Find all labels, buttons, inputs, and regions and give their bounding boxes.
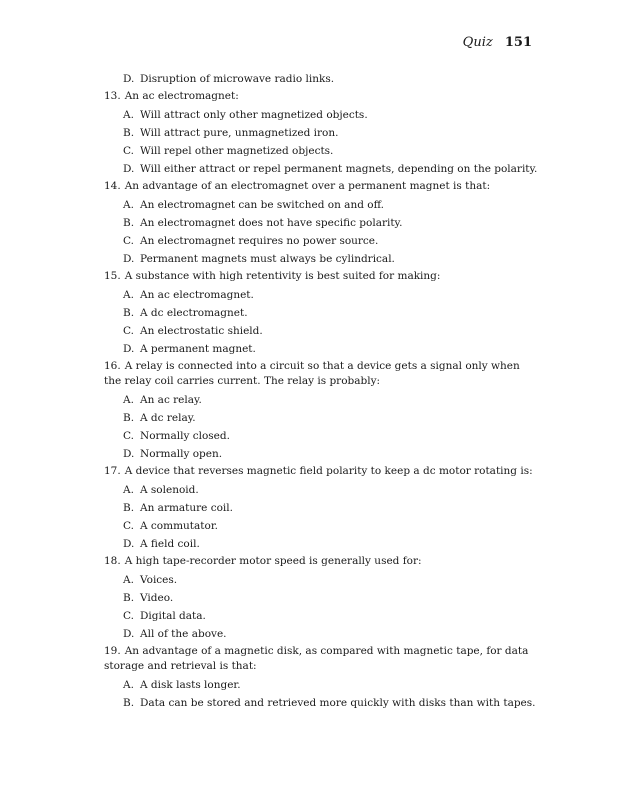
option-d xyxy=(104,340,534,358)
question-text: A relay is connected into a circuit so that a device gets a signal only when the relay coil carries current. The relay is probably: xyxy=(104,360,520,387)
question-17 xyxy=(104,463,534,553)
carryover-option xyxy=(104,70,534,88)
option-text: Normally open. xyxy=(140,448,223,460)
option-text: A permanent magnet. xyxy=(140,343,256,355)
question-stem xyxy=(104,178,534,196)
option-d xyxy=(104,625,534,643)
option-text: A dc relay. xyxy=(140,412,196,424)
option-letter: D. xyxy=(123,538,135,550)
option-text: An electromagnet can be switched on and off. xyxy=(140,199,385,211)
option-text: An ac electromagnet. xyxy=(140,289,254,301)
option-letter: D. xyxy=(123,73,135,85)
option-letter: A. xyxy=(123,199,134,211)
option-c xyxy=(104,607,534,625)
option-letter: A. xyxy=(123,289,134,301)
option-letter: A. xyxy=(123,679,134,691)
option-letter: B. xyxy=(123,697,135,709)
option-letter: C. xyxy=(123,610,134,622)
option-text: An electromagnet requires no power source. xyxy=(140,235,379,247)
option-b xyxy=(104,409,534,427)
question-text: An advantage of an electromagnet over a permanent magnet is that: xyxy=(124,180,491,192)
question-text: A substance with high retentivity is best suited for making: xyxy=(124,270,441,282)
option-c xyxy=(104,322,534,340)
option-text: A field coil. xyxy=(140,538,200,550)
option-letter: D. xyxy=(123,163,135,175)
option-letter: D. xyxy=(123,343,135,355)
option-d xyxy=(104,535,534,553)
option-text: Disruption of microwave radio links. xyxy=(140,73,335,85)
question-stem xyxy=(104,553,534,571)
question-number: 18. xyxy=(104,555,121,567)
question-text: An ac electromagnet: xyxy=(124,90,239,102)
option-letter: C. xyxy=(123,235,134,247)
question-stem xyxy=(104,268,534,286)
option-letter: B. xyxy=(123,592,135,604)
option-c xyxy=(104,142,534,160)
option-letter: A. xyxy=(123,109,134,121)
option-a xyxy=(104,106,534,124)
question-number: 14. xyxy=(104,180,121,192)
option-text: All of the above. xyxy=(140,628,227,640)
question-text: A high tape-recorder motor speed is generally used for: xyxy=(124,555,422,567)
option-text: An ac relay. xyxy=(140,394,202,406)
running-header xyxy=(463,35,532,51)
option-a xyxy=(104,196,534,214)
option-text: Video. xyxy=(140,592,174,604)
option-a xyxy=(104,481,534,499)
option-c xyxy=(104,427,534,445)
option-letter: A. xyxy=(123,484,134,496)
option-text: An electrostatic shield. xyxy=(140,325,263,337)
option-letter: C. xyxy=(123,430,134,442)
option-text: Digital data. xyxy=(140,610,206,622)
option-text: Voices. xyxy=(140,574,178,586)
question-stem xyxy=(104,463,534,481)
question-number: 16. xyxy=(104,360,121,372)
option-letter: B. xyxy=(123,412,135,424)
option-text: An armature coil. xyxy=(140,502,233,514)
option-b xyxy=(104,304,534,322)
option-d xyxy=(104,445,534,463)
option-letter: B. xyxy=(123,127,135,139)
question-16 xyxy=(104,358,534,463)
option-text: A commutator. xyxy=(140,520,219,532)
option-b xyxy=(104,499,534,517)
option-a xyxy=(104,391,534,409)
option-d xyxy=(104,160,538,178)
question-number: 19. xyxy=(104,645,121,657)
option-text: Will attract only other magnetized objects. xyxy=(140,109,368,121)
page-number: 151 xyxy=(504,35,532,50)
option-text: A disk lasts longer. xyxy=(140,679,241,691)
option-a xyxy=(104,286,534,304)
option-letter: C. xyxy=(123,325,134,337)
option-text: A dc electromagnet. xyxy=(140,307,248,319)
option-b xyxy=(104,124,534,142)
option-b xyxy=(104,214,534,232)
option-letter: D. xyxy=(123,448,135,460)
option-letter: A. xyxy=(123,394,134,406)
question-stem xyxy=(104,643,534,676)
option-text: Will repel other magnetized objects. xyxy=(140,145,334,157)
quiz-content xyxy=(104,70,538,712)
question-stem xyxy=(104,358,534,391)
question-number: 17. xyxy=(104,465,121,477)
question-13 xyxy=(104,88,538,178)
option-a xyxy=(104,571,534,589)
option-text: Normally closed. xyxy=(140,430,230,442)
question-number: 15. xyxy=(104,270,121,282)
question-number: 13. xyxy=(104,90,121,102)
option-letter: D. xyxy=(123,628,135,640)
option-b xyxy=(104,694,534,712)
option-d xyxy=(104,250,534,268)
option-letter: C. xyxy=(123,520,134,532)
header-label: Quiz xyxy=(462,35,493,50)
option-text: Will either attract or repel permanent magnets, depending on the polarity. xyxy=(140,163,538,175)
option-letter: B. xyxy=(123,217,135,229)
option-letter: A. xyxy=(123,574,134,586)
option-letter: B. xyxy=(123,307,135,319)
option-letter: C. xyxy=(123,145,134,157)
option-b xyxy=(104,589,534,607)
question-stem xyxy=(104,88,534,106)
question-19 xyxy=(104,643,534,712)
option-a xyxy=(104,676,534,694)
option-text: Data can be stored and retrieved more quickly with disks than with tapes. xyxy=(140,697,536,709)
option-letter: B. xyxy=(123,502,135,514)
option-c xyxy=(104,517,534,535)
option-c xyxy=(104,232,534,250)
question-text: An advantage of a magnetic disk, as compared with magnetic tape, for data storage and retrieval is that: xyxy=(104,645,529,672)
option-text: A solenoid. xyxy=(140,484,199,496)
question-15 xyxy=(104,268,534,358)
option-text: An electromagnet does not have specific polarity. xyxy=(140,217,403,229)
option-letter: D. xyxy=(123,253,135,265)
option-text: Will attract pure, unmagnetized iron. xyxy=(140,127,339,139)
question-14 xyxy=(104,178,534,268)
question-18 xyxy=(104,553,534,643)
question-text: A device that reverses magnetic field polarity to keep a dc motor rotating is: xyxy=(124,465,533,477)
option-text: Permanent magnets must always be cylindrical. xyxy=(140,253,395,265)
